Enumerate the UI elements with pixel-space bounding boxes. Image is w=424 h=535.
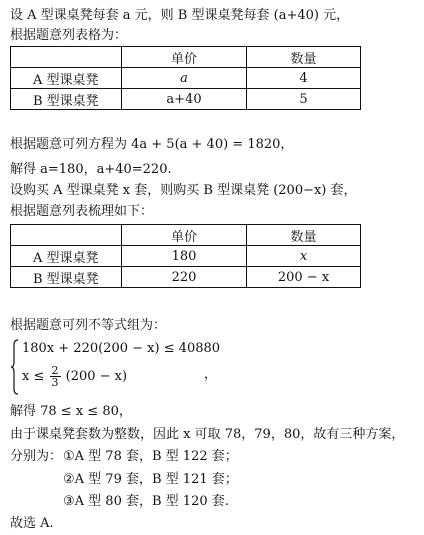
table-header-cell — [11, 225, 122, 246]
equation-line: 根据题意可列方程为 4a + 5(a + 40) = 1820， — [10, 137, 294, 152]
table-header-row — [11, 225, 361, 246]
table-header-cell — [11, 47, 122, 68]
integer-line: 由于课桌凳套数为整数，因此 x 可取 78，79，80，故有三种方案， — [10, 427, 405, 442]
table-header-cell: 数量 — [247, 47, 361, 68]
table-intro-line: 根据题意列表格为： — [10, 28, 128, 43]
table-intro-line-2: 根据题意列表梳理如下： — [10, 204, 154, 219]
table-row — [11, 246, 361, 267]
option-1: ①A 型 78 套，B 型 122 套； — [63, 449, 238, 464]
setup-line: 设 A 型课桌凳每套 a 元，则 B 型课桌凳每套 (a+40) 元， — [10, 8, 350, 23]
inequality-2-rhs: (200 − x) — [65, 369, 128, 384]
table-cell: A 型课桌凳 — [11, 246, 122, 267]
inequality-2 — [22, 365, 127, 388]
solution-line: 解得 a=180，a+40=220. — [10, 162, 172, 177]
table-cell: 4 — [247, 68, 361, 89]
table-cell: B 型课桌凳 — [11, 267, 122, 288]
fraction — [50, 365, 61, 388]
purchase-setup-line: 设购买 A 型课桌凳 x 套，则购买 B 型课桌凳 (200−x) 套， — [10, 183, 357, 198]
table-cell: x — [247, 246, 361, 267]
table-cell: A 型课桌凳 — [11, 68, 122, 89]
table-header-cell: 数量 — [247, 225, 361, 246]
price-quantity-table — [10, 46, 361, 110]
inequality-intro-line: 根据题意可列不等式组为： — [10, 318, 167, 333]
table-row — [11, 267, 361, 288]
table-cell: 180 — [122, 246, 247, 267]
left-brace-icon — [10, 339, 20, 395]
table-row — [11, 89, 361, 110]
table-cell: a+40 — [122, 89, 247, 110]
option-2: ②A 型 79 套，B 型 121 套； — [63, 472, 238, 487]
table-header-cell: 单价 — [122, 225, 247, 246]
inequality-system — [10, 339, 230, 395]
table-cell: B 型课桌凳 — [11, 89, 122, 110]
table-header-row — [11, 47, 361, 68]
table-cell: a — [122, 68, 247, 89]
fraction-numerator: 2 — [51, 364, 59, 377]
table-cell: 220 — [122, 267, 247, 288]
table-row — [11, 68, 361, 89]
purchase-table — [10, 224, 361, 288]
table-cell: 200 − x — [247, 267, 361, 288]
options-intro-line: 分别为： — [10, 449, 63, 464]
table-cell: 5 — [247, 89, 361, 110]
system-comma: ， — [204, 367, 218, 382]
table-header-cell: 单价 — [122, 47, 247, 68]
conclusion-line: 故选 A. — [10, 516, 54, 531]
fraction-denominator: 3 — [51, 376, 59, 389]
range-line: 解得 78 ≤ x ≤ 80， — [10, 404, 132, 419]
inequality-1: 180x + 220(200 − x) ≤ 40880 — [22, 341, 221, 356]
option-3: ③A 型 80 套，B 型 120 套. — [63, 494, 229, 509]
inequality-2-lhs: x ≤ — [22, 369, 45, 384]
